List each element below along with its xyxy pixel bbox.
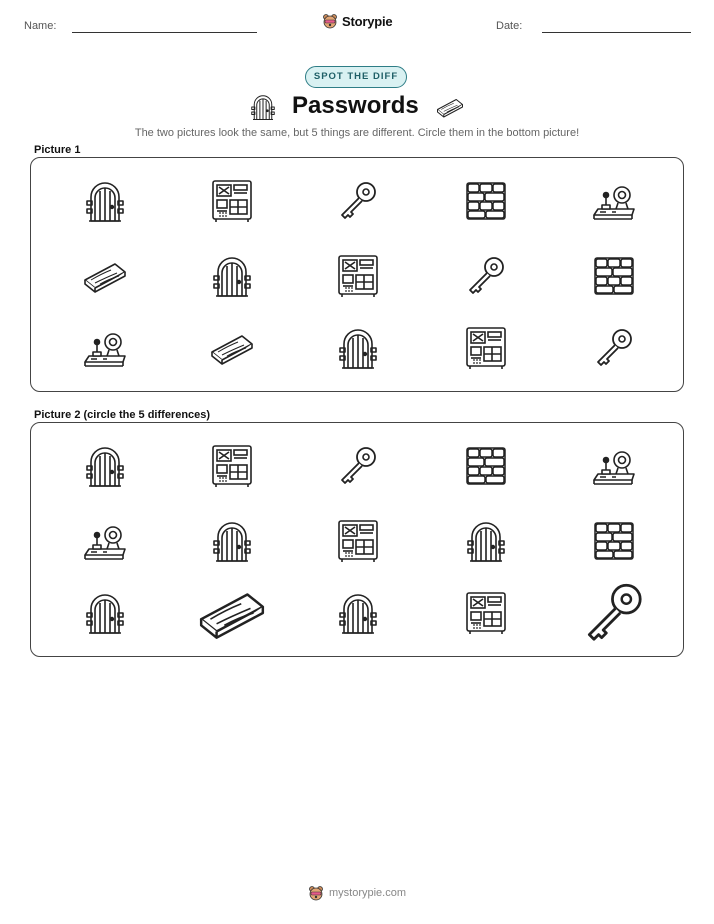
brand-logo — [322, 13, 392, 29]
stone-wall-icon — [462, 442, 510, 490]
door-icon — [462, 517, 510, 565]
stone-wall-icon — [590, 252, 638, 300]
control-panel-icon — [462, 324, 510, 372]
grid-cell[interactable] — [334, 589, 382, 637]
grid-cell[interactable] — [195, 576, 269, 650]
grid-cell[interactable] — [462, 589, 510, 637]
key-icon — [334, 442, 382, 490]
grid-cell — [208, 252, 256, 300]
instructions: The two pictures look the same, but 5 things are different. Circle them in the bottom picture! — [134, 127, 580, 139]
door-icon — [81, 442, 129, 490]
name-line[interactable] — [72, 32, 257, 33]
grid-cell[interactable] — [334, 442, 382, 490]
grid-cell — [334, 177, 382, 225]
stone-wall-icon — [590, 517, 638, 565]
date-line[interactable] — [542, 32, 691, 33]
key-icon — [334, 177, 382, 225]
grid-cell[interactable] — [208, 442, 256, 490]
control-panel-icon — [334, 252, 382, 300]
door-icon — [334, 324, 382, 372]
grid-cell[interactable] — [81, 442, 129, 490]
grid-cell — [590, 324, 638, 372]
bear-logo-icon — [322, 13, 338, 29]
grid-cell — [208, 177, 256, 225]
plank-icon — [195, 576, 269, 650]
grid-cell — [462, 177, 510, 225]
arched-door-icon — [248, 92, 278, 122]
grid-cell — [590, 177, 638, 225]
control-panel-icon — [208, 177, 256, 225]
grid-cell[interactable] — [577, 576, 651, 650]
grid-cell[interactable] — [334, 517, 382, 565]
lever-machine-icon — [81, 517, 129, 565]
door-icon — [81, 177, 129, 225]
lever-machine-icon — [590, 442, 638, 490]
grid-cell[interactable] — [81, 589, 129, 637]
wooden-plank-icon — [432, 92, 468, 122]
stone-wall-icon — [462, 177, 510, 225]
control-panel-icon — [462, 589, 510, 637]
lever-machine-icon — [590, 177, 638, 225]
key-icon — [577, 576, 651, 650]
grid-cell — [208, 324, 256, 372]
picture-1-panel — [30, 157, 684, 392]
grid-cell — [590, 252, 638, 300]
key-icon — [462, 252, 510, 300]
picture-2-panel[interactable] — [30, 422, 684, 657]
control-panel-icon — [208, 442, 256, 490]
grid-cell[interactable] — [462, 517, 510, 565]
grid-cell — [81, 252, 129, 300]
grid-cell[interactable] — [590, 517, 638, 565]
grid-cell — [334, 252, 382, 300]
grid-cell — [462, 324, 510, 372]
door-icon — [81, 589, 129, 637]
footer — [308, 885, 406, 901]
date-label: Date: — [496, 20, 523, 32]
lever-machine-icon — [81, 324, 129, 372]
door-icon — [208, 517, 256, 565]
bear-logo-icon — [308, 885, 324, 901]
door-icon — [334, 589, 382, 637]
key-icon — [590, 324, 638, 372]
page-title: Passwords — [292, 92, 419, 119]
grid-cell[interactable] — [590, 442, 638, 490]
grid-cell — [81, 177, 129, 225]
picture-2-label: Picture 2 (circle the 5 differences) — [34, 409, 211, 421]
grid-cell — [462, 252, 510, 300]
picture-1-label: Picture 1 — [34, 144, 81, 156]
spot-the-diff-badge: SPOT THE DIFF — [305, 66, 407, 88]
grid-cell[interactable] — [462, 442, 510, 490]
plank-icon — [81, 252, 129, 300]
name-label: Name: — [24, 20, 57, 32]
grid-cell — [81, 324, 129, 372]
footer-url: mystorypie.com — [329, 887, 407, 899]
door-icon — [208, 252, 256, 300]
plank-icon — [208, 324, 256, 372]
control-panel-icon — [334, 517, 382, 565]
grid-cell — [334, 324, 382, 372]
brand-name: Storypie — [342, 13, 393, 29]
grid-cell[interactable] — [81, 517, 129, 565]
grid-cell[interactable] — [208, 517, 256, 565]
